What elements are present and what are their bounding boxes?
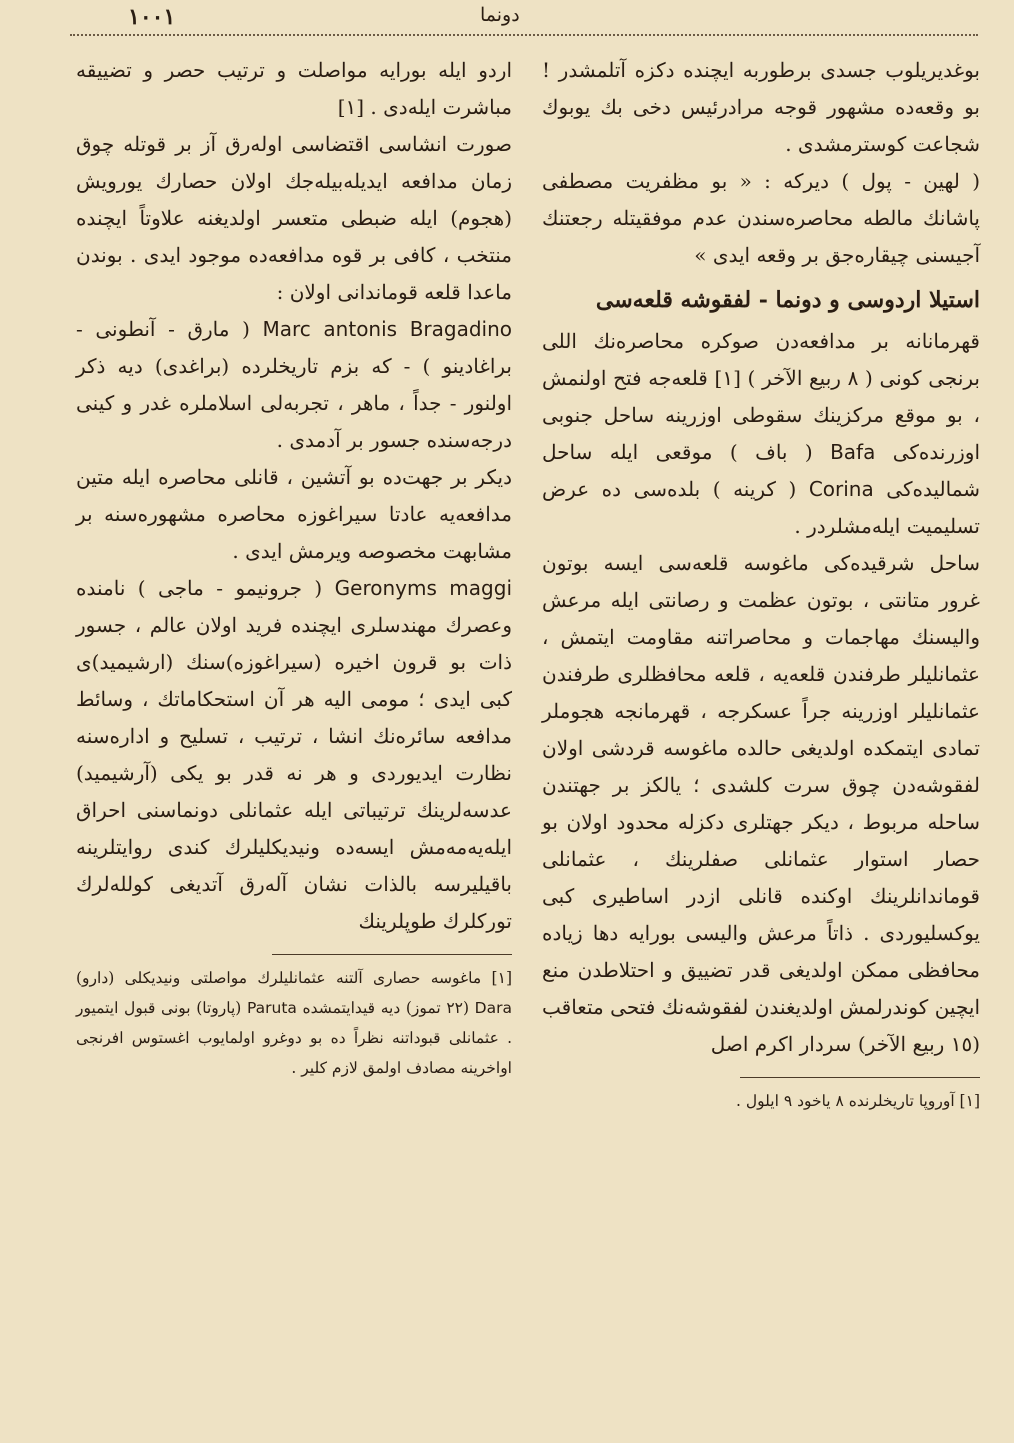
text-run: آنطونی - براغادینو ) - که بزم تاریخلرده (براغدی) دیه ذکر اولنور - جداً ، ماهر ، تجربه‌لی اسلاملره غدر و کینی درجه‌سنده جسور بر آدمدی . — [76, 317, 512, 452]
paragraph — [76, 311, 512, 459]
latin-term: Dara — [474, 999, 512, 1017]
text-run: (٢٢ تموز) دیه قیدایتمشده — [302, 999, 470, 1017]
left-column — [76, 52, 512, 1083]
header-rule — [70, 34, 978, 36]
paragraph: صورت انشاسی اقتضاسی اوله‌رق آز بر قوتله چوق زمان مدافعه ایدیله‌بیله‌جك اولان حصارك یورویش (هجوم) ایله ضبطی متعسر اولدیغنه علاوتاً ایچنده منتخب ، کافی بر قوه مدافعه‌ده موجود ایدی . بوندن ماعدا قلعه قوماندانی اولان : — [76, 132, 512, 304]
quote-paragraph: ( لهین - پول ) دیرکه : « بو مظفریت مصطفی پاشانك مالطه محاصره‌سندن عدم موفقیتله رجعتنك آجیسنی چیقاره‌جق بر وقعه ایدی » — [542, 169, 980, 267]
footnote — [76, 963, 512, 1083]
paragraph: ساحل شرقیده‌کی ماغوسه قلعه‌سی ایسه بوتون غرور متانتی ، بوتون عظمت و رصانتی ایله مرعش والیسنك مهاجمات و محاصراتنه مقاومت ایتمش ، عثمانلیلر طرفندن قلعه‌یه ، قلعه محافظلری طرفندن عثمانلیلر اوزرینه جراً عسکرجه ، قهرمانجه هجوملر تمادی ایتمکده اولدیغی حالده ماغوسه قردشی اولان لفقوشه‌دن چوق سرت کلشدی ؛ یالکز بر جهتندن ساحله مربوط ، دیکر جهتلری دکزله محدود اولان بو حصار استوار عثمانلی صفلرینك ، عثمانلی قوماندانلرینك اوکنده قانلی ازدر اساطیری کبی یوکسلیوردی . ذاتاً مرعش والیسی بورایه دها زیاده محافظی ممکن اولدیغی قدر تضییق و احتلاطدن منع ایچین کوندرلمش اولدیغندن لفقوشه‌نك فتحی متعاقب (١٥ ربیع الآخر) سردار اکرم اصل — [542, 551, 980, 1056]
latin-term: Paruta — [246, 999, 297, 1017]
paragraph — [76, 570, 512, 940]
right-column — [542, 52, 980, 1116]
latin-term: Marc antonis Bragadino — [262, 317, 513, 341]
text-run: (پاروتا) بونی قبول ایتمیور . عثمانلی قبوداتنه نظراً ده بو دوغرو اولمایوب اغستوس افرنجی اواخرینه مصادف اولمق لازم کلیر . — [76, 999, 512, 1077]
text-run: [١] ماغوسه حصاری آلتنه عثمانلیلرك مواصلتی ونیدیکلی (دارو) — [76, 969, 512, 987]
latin-term: Bafa — [830, 440, 876, 464]
text-run: ( جرونیمو - ماجی ) نامنده وعصرك مهندسلری ایچنده فرید اولان عالم ، جسور ذات بو قرون اخیره (سیراغوزه)سنك (ارشیمید)ی کبی ایدی ؛ مومی الیه هر آن استحکاماتك ، وسائط مدافعه سائره‌نك انشا ، ترتیب ، تسلیح و اداره‌سنه نظارت ایدیوردی و هر نه قدر بو یکی (آرشیمید) عدسه‌لرینك ترتیباتی ایله عثمانلی دونماسنی احراق ایله‌یه‌مه‌مش ایسه‌ده ونیدیکلیلرك کندی روایتلرینه باقیلیرسه بالذات نشان آله‌رق آتدیغی کولله‌لرك تورکلرك طوپلرینك — [76, 576, 512, 933]
text-run: ( باف ) موقعی ایله ساحل شمالیده‌کی — [542, 440, 981, 501]
paragraph: دیکر بر جهت‌ده بو آتشین ، قانلی محاصره ایله متین مدافعه‌یه عادتا سیراغوزه محاصره مشهوره‌سنه بر مشابهت مخصوصه ویرمش ایدی . — [76, 465, 512, 563]
text-run: قهرمانانه بر مدافعه‌دن صوکره محاصره‌نك اللی برنجی کونی ( ٨ ربیع الآخر ) [١] قلعه‌جه فتح اولنمش ، بو موقع مرکزینك سقوطی اوزرینه ساحل جنوبی اوزرنده‌کی — [542, 329, 980, 464]
section-heading: استیلا اردوسی و دونما - لفقوشه قلعه‌سی — [595, 287, 980, 313]
page-number: ١٠٠١ — [128, 4, 176, 30]
footnote-rule — [272, 954, 512, 955]
paragraph — [542, 323, 980, 545]
paragraph: بوغدیریلوب جسدی برطوربه ایچنده دکزه آتلمشدر ! بو وقعه‌ده مشهور قوجه مرادرئیس دخی بك یوبوك شجاعت کوسترمشدی . — [542, 58, 980, 156]
text-run: ( کرینه ) بلده‌سی ده عرض تسلیمیت ایله‌مشلردر . — [542, 477, 980, 538]
footnote: [١] آوروپا تاریخلرنده ٨ یاخود ٩ ایلول . — [736, 1092, 980, 1110]
latin-term: Corina — [808, 477, 874, 501]
paragraph: اردو ایله بورایه مواصلت و ترتیب حصر و تضییقه مباشرت ایله‌دی . [١] — [76, 58, 512, 119]
footnote-rule — [740, 1077, 980, 1078]
running-title: دونما — [480, 4, 520, 26]
latin-term: Geronyms maggi — [334, 576, 512, 600]
text-run: ( مارق - — [168, 317, 250, 341]
page-header — [0, 0, 1014, 34]
